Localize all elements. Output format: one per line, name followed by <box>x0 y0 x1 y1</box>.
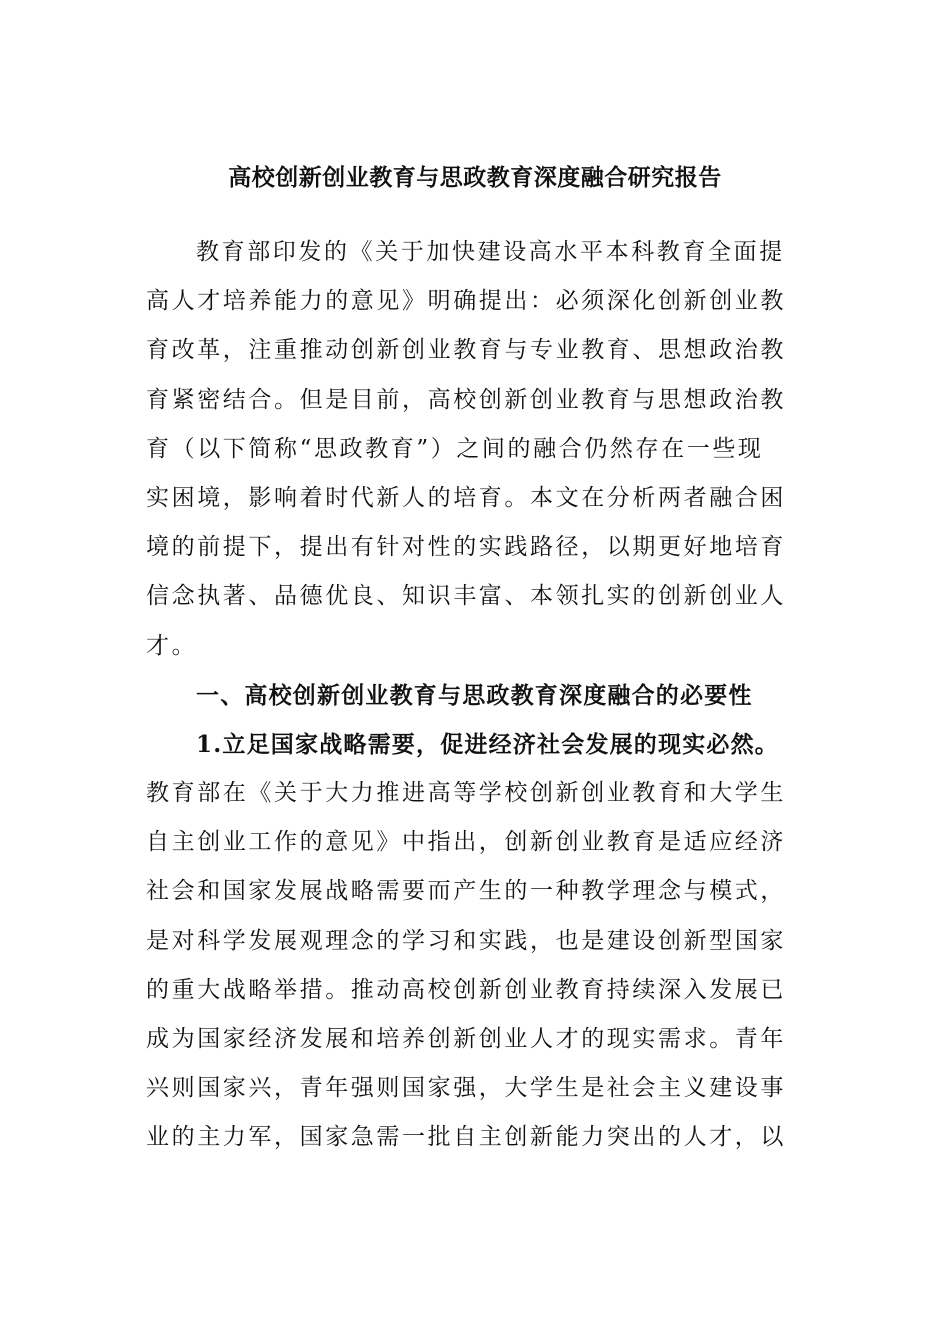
paragraph-line: 自主创业工作的意见》中指出，创新创业教育是适应经济 <box>146 829 786 856</box>
paragraph-line: 境的前提下，提出有针对性的实践路径，以期更好地培育 <box>146 534 786 561</box>
paragraph-line: 育紧密结合。但是目前，高校创新创业教育与思想政治教 <box>146 386 786 413</box>
paragraph-line: 教育部在《关于大力推进高等学校创新创业教育和大学生 <box>146 780 786 807</box>
paragraph-line: 育（以下简称“思政教育”）之间的融合仍然存在一些现 <box>146 435 764 462</box>
paragraph-line: 业的主力军，国家急需一批自主创新能力突出的人才，以 <box>146 1124 786 1151</box>
paragraph-line: 兴则国家兴，青年强则国家强，大学生是社会主义建设事 <box>146 1075 786 1102</box>
paragraph-line: 成为国家经济发展和培养创新创业人才的现实需求。青年 <box>146 1026 786 1052</box>
paragraph-line: 实困境，影响着时代新人的培育。本文在分析两者融合困 <box>146 484 786 511</box>
paragraph-line: 信念执著、品德优良、知识丰富、本领扎实的创新创业人 <box>146 583 786 610</box>
paragraph-line: 育改革，注重推动创新创业教育与专业教育、思想政治教 <box>146 337 786 364</box>
subsection-heading: 1.立足国家战略需要，促进经济社会发展的现实必然。 <box>196 730 780 758</box>
document-title: 高校创新创业教育与思政教育深度融合研究报告 <box>228 164 722 191</box>
paragraph-line: 高人才培养能力的意见》明确提出：必须深化创新创业教 <box>146 288 786 315</box>
paragraph-line: 才。 <box>146 632 198 659</box>
paragraph-line: 教育部印发的《关于加快建设高水平本科教育全面提 <box>196 239 785 265</box>
paragraph-line: 的重大战略举措。推动高校创新创业教育持续深入发展已 <box>146 976 786 1003</box>
section-heading: 一、高校创新创业教育与思政教育深度融合的必要性 <box>196 681 753 709</box>
paragraph-line: 是对科学发展观理念的学习和实践，也是建设创新型国家 <box>146 927 786 954</box>
paragraph-line: 社会和国家发展战略需要而产生的一种教学理念与模式， <box>146 878 786 905</box>
document-body <box>146 228 806 1163</box>
